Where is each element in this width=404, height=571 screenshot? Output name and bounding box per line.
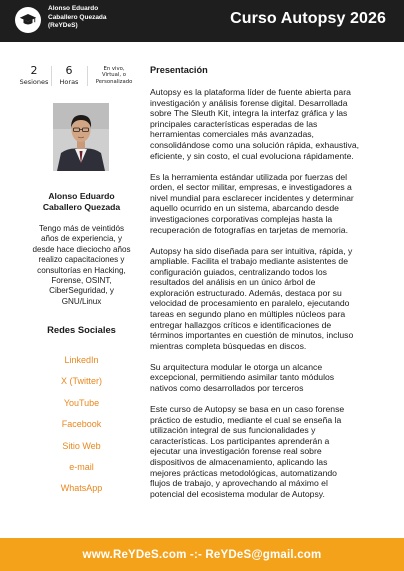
bio-line: desde hace dieciocho años xyxy=(32,244,131,254)
instructor-name xyxy=(4,191,159,213)
paragraph-line: mejores prácticas metodológicas, automatizando xyxy=(150,467,337,478)
paragraph-line: aquello ocurrido en un sistema, abarcando desde xyxy=(150,203,339,214)
paragraph xyxy=(150,362,386,394)
footer-contact[interactable]: www.ReYDeS.com -:- ReYDeS@gmail.com xyxy=(82,548,322,561)
section-heading: Presentación xyxy=(150,65,208,75)
paragraph-line: entregar hallazgos críticos e identificaciones de xyxy=(150,319,332,330)
profile-photo xyxy=(53,103,109,171)
bio-line: Forense, OSINT, xyxy=(51,276,112,286)
paragraph-line: configuración guiados, centralizando todos los xyxy=(150,266,327,277)
paragraph-line: términos importantes en cuestión de minutos, incluso xyxy=(150,330,354,341)
social-link-youtube[interactable]: YouTube xyxy=(63,397,100,408)
paragraph-line: consolidándose como una solución rápida, exhaustiva, xyxy=(150,139,360,150)
social-heading: Redes Sociales xyxy=(47,324,116,335)
bio-line: realizo capacitaciones y xyxy=(38,255,125,265)
delivery-mode-line: Virtual, o xyxy=(102,72,126,79)
social-link-email[interactable]: e-mail xyxy=(69,461,94,472)
paragraph-line: resultados del análisis en un único árbol de xyxy=(150,277,316,288)
paragraph-line: orden, el sector militar, empresas, e investigadores a xyxy=(150,182,352,193)
bio-line: Tengo más de veintidós xyxy=(38,224,125,233)
social-links xyxy=(4,355,159,505)
stats-divider xyxy=(87,66,88,86)
paragraph-line: investigaciones corporativas complejas hasta la xyxy=(150,213,333,224)
instructor-name-line: Alonso Eduardo xyxy=(48,191,115,201)
header-author-line: Alonso Eduardo xyxy=(48,5,99,12)
paragraph-line: eficiente, y sin costo, el cual evoluciona rápidamente. xyxy=(150,150,354,161)
course-stats xyxy=(18,65,136,92)
delivery-mode xyxy=(92,66,136,85)
paragraph-line: potencial del ecosistema modular de Autopsy. xyxy=(150,488,325,499)
paragraph-line: práctico de estudio, mediante el cual se enseña la xyxy=(150,414,342,425)
main-content xyxy=(150,64,386,510)
hours-value: 6 xyxy=(65,64,73,77)
paragraph-line: nativos como desarrollados por terceros xyxy=(150,383,304,394)
paragraph-line: utilización integral de sus funcionalidades y xyxy=(150,425,316,436)
paragraph xyxy=(150,404,386,499)
header-bar xyxy=(0,0,404,42)
paragraph-line: ejecutar una investigación forense real sobre xyxy=(150,446,322,457)
paragraph-line: Este curso de Autopsy se basa en un caso forense xyxy=(150,404,345,414)
social-link-x-twitter[interactable]: X (Twitter) xyxy=(60,376,102,387)
paragraph xyxy=(150,87,386,161)
paragraph-line: sobre The Sleuth Kit, integra la interfaz gráfica y las xyxy=(150,108,348,119)
paragraph xyxy=(150,246,386,352)
sidebar xyxy=(0,42,137,538)
bio-line: consultorías en Hacking, xyxy=(37,265,126,275)
paragraph-line: Su arquitectura modular le otorga un alcance xyxy=(150,361,323,372)
paragraph-line: exploración estructurado. Además, destaca por su xyxy=(150,287,342,298)
social-link-website[interactable]: Sitio Web xyxy=(62,440,101,451)
paragraph-line: investigación y análisis forense digital. Desarrollada xyxy=(150,97,348,108)
paragraph-line: características. Los participantes aprenderán a xyxy=(150,435,330,446)
paragraph-line: herramientas comerciales más avanzadas, xyxy=(150,129,314,140)
paragraph-line: dispositivos de almacenamiento, aplicando las xyxy=(150,456,328,467)
bio-line: CiberSeguridad, y xyxy=(49,286,114,296)
delivery-mode-line: En vivo, xyxy=(103,66,125,72)
paragraph-line: principales características esperadas de las xyxy=(150,118,318,129)
footer-bar xyxy=(0,538,404,571)
sessions-value: 2 xyxy=(30,64,38,77)
paragraph-line: excepcional, permitiendo asimilar tanto módulos xyxy=(150,372,335,383)
header-author xyxy=(48,5,107,31)
paragraph-line: Autopsy es la plataforma líder de fuente abierta para xyxy=(150,87,351,97)
paragraph-line: mientras completa búsquedas en discos. xyxy=(150,340,307,351)
paragraph xyxy=(150,172,386,236)
bio-line: GNU/Linux xyxy=(61,296,102,306)
paragraph-line: Autopsy ha sido diseñada para ser intuitiva, rápida, y xyxy=(150,245,353,256)
paragraph-line: velocidad de procesamiento en paralelo, ejecutando xyxy=(150,298,350,309)
paragraph-line: flujos de trabajo, y aprovechando al máximo el xyxy=(150,478,328,489)
instructor-name-line: Caballero Quezada xyxy=(42,202,121,212)
graduation-cap-icon xyxy=(15,7,41,33)
hours-label: Horas xyxy=(59,78,79,86)
paragraph-line: recuperación de fotografías en tarjetas de memoria. xyxy=(150,224,349,235)
paragraph-line: Es la herramienta estándar utilizada por fuerzas del xyxy=(150,171,348,182)
social-link-whatsapp[interactable]: WhatsApp xyxy=(60,483,103,494)
paragraph-line: nivel mundial para esclarecer incidentes y determinar xyxy=(150,192,354,203)
stats-divider xyxy=(51,66,52,86)
page-title: Curso Autopsy 2026 xyxy=(230,10,386,27)
paragraph-line: ampliable. Facilita el trabajo mediante asistentes de xyxy=(150,256,349,267)
social-link-facebook[interactable]: Facebook xyxy=(61,419,102,430)
sessions-label: Sesiones xyxy=(19,78,49,86)
paragraph-line: tareas en segundo plano en múltiples núcleos para xyxy=(150,309,346,320)
instructor-bio xyxy=(4,224,159,307)
header-author-line: (ReYDeS) xyxy=(48,22,78,30)
header-author-line: Caballero Quezada xyxy=(48,13,107,21)
delivery-mode-line: Personalizado xyxy=(95,78,133,85)
bio-line: años de experiencia, y xyxy=(41,234,122,244)
social-link-linkedin[interactable]: LinkedIn xyxy=(64,355,99,365)
